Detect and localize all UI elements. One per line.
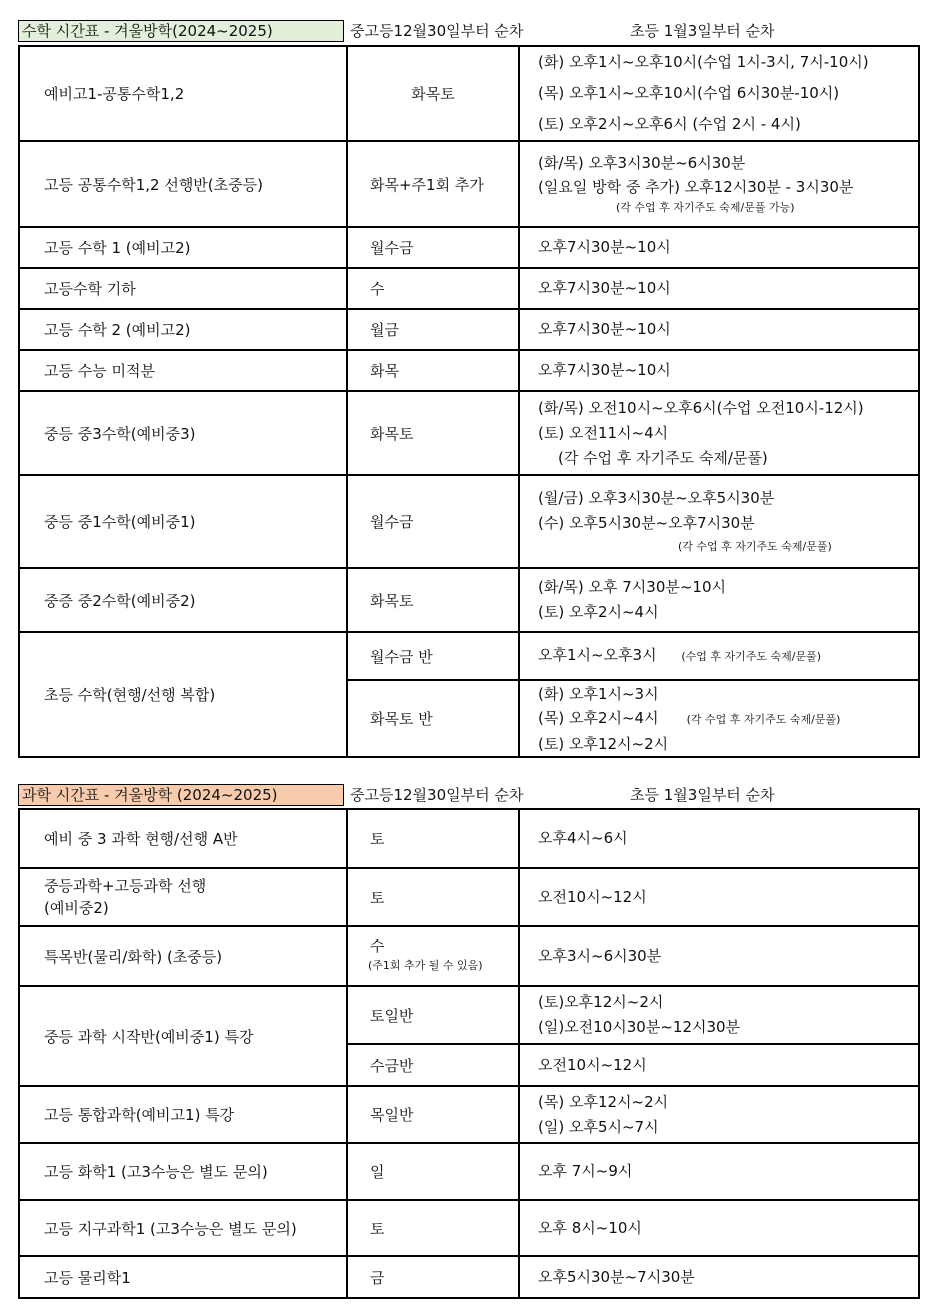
- class-name: 고등 수학 1 (예비고2): [19, 227, 347, 268]
- class-name: 고등 지구과학1 (고3수능은 별도 문의): [19, 1200, 347, 1256]
- class-days: 화목+주1회 추가: [347, 141, 519, 227]
- time-line: (일요일 방학 중 추가) 오후12시30분 - 3시30분: [538, 178, 854, 196]
- table-row: [19, 1200, 919, 1256]
- class-time: 오후4시~6시: [519, 809, 919, 868]
- class-days: 수금반: [347, 1044, 519, 1086]
- science-note-secondary: 중고등12월30일부터 순차: [350, 786, 524, 804]
- class-name: 중증 중2수학(예비중2): [19, 568, 347, 632]
- class-time: 오후7시30분~10시: [519, 227, 919, 268]
- class-time: 오후7시30분~10시: [519, 350, 919, 391]
- class-days-line: 수: [370, 937, 385, 955]
- class-time: [519, 391, 919, 475]
- class-name: 고등 수학 2 (예비고2): [19, 309, 347, 350]
- time-line: (화) 오후1시~3시: [538, 684, 659, 703]
- table-row: [19, 391, 919, 475]
- class-days: 월금: [347, 309, 519, 350]
- math-note-elementary: 초등 1월3일부터 순차: [630, 22, 775, 40]
- time-line: (토) 오전11시~4시: [538, 423, 669, 442]
- time-line: (목) 오후1시~오후10시(수업 6시30분-10시): [538, 84, 840, 102]
- class-days: 월수금 반: [347, 632, 519, 680]
- science-header: [18, 784, 918, 806]
- table-row: [19, 350, 919, 391]
- class-name-line: 중등과학+고등과학 선행: [44, 877, 207, 895]
- class-days: 화목토: [347, 46, 519, 141]
- class-name: 고등 수능 미적분: [19, 350, 347, 391]
- time-note: (각 수업 후 자기주도 숙제/문풀): [558, 448, 768, 467]
- table-row: [19, 1256, 919, 1298]
- table-row: [19, 986, 919, 1044]
- science-title: 과학 시간표 - 겨울방학 (2024~2025): [18, 784, 344, 806]
- table-row: [19, 309, 919, 350]
- table-row: [19, 568, 919, 632]
- time-note: (각 수업 후 자기주도 숙제/문풀 가능): [616, 201, 795, 214]
- class-time: [519, 1086, 919, 1143]
- class-days: 토: [347, 1200, 519, 1256]
- class-time: [519, 46, 919, 141]
- class-name: 고등 통합과학(예비고1) 특강: [19, 1086, 347, 1143]
- class-days: 화목토 반: [347, 680, 519, 757]
- class-name: 고등 물리학1: [19, 1256, 347, 1298]
- time-line: (월/금) 오후3시30분~오후5시30분: [538, 488, 775, 507]
- class-time: 오전10시~12시: [519, 868, 919, 926]
- class-days: 화목토: [347, 568, 519, 632]
- class-days: 월수금: [347, 475, 519, 568]
- time-note: (각 수업 후 자기주도 숙제/문풀): [686, 712, 841, 726]
- time-line: (화/목) 오전10시~오후6시(수업 오전10시-12시): [538, 398, 864, 417]
- class-name: [19, 868, 347, 926]
- class-time: [519, 568, 919, 632]
- time-line: (목) 오후12시~2시: [538, 1092, 669, 1111]
- time-line: (토)오후12시~2시: [538, 993, 664, 1011]
- table-row: [19, 475, 919, 568]
- class-days: 일: [347, 1143, 519, 1200]
- class-time: [519, 141, 919, 227]
- class-name: 중등 중1수학(예비중1): [19, 475, 347, 568]
- time-line: (일) 오후5시~7시: [538, 1117, 659, 1136]
- class-time: [519, 986, 919, 1044]
- time-line: (토) 오후12시~2시: [538, 734, 669, 753]
- class-name: 예비 중 3 과학 현행/선행 A반: [19, 809, 347, 868]
- class-time: 오후7시30분~10시: [519, 309, 919, 350]
- class-days: 수: [347, 268, 519, 309]
- table-row: [19, 141, 919, 227]
- math-header: [18, 20, 918, 42]
- time-line: (화/목) 오후3시30분~6시30분: [538, 154, 746, 172]
- time-note: (각 수업 후 자기주도 숙제/문풀): [678, 539, 832, 553]
- time-line: (일)오전10시30분~12시30분: [538, 1018, 741, 1036]
- class-time: [519, 475, 919, 568]
- table-row: [19, 632, 919, 680]
- class-time: 오후3시~6시30분: [519, 926, 919, 986]
- math-note-secondary: 중고등12월30일부터 순차: [350, 22, 524, 40]
- science-table: [18, 808, 920, 1299]
- class-name: 고등 화학1 (고3수능은 별도 문의): [19, 1143, 347, 1200]
- time-line: (화) 오후1시~오후10시(수업 1시-3시, 7시-10시): [538, 53, 869, 71]
- time-line-text: (목) 오후2시~4시: [538, 708, 659, 727]
- table-row: [19, 268, 919, 309]
- class-time: [519, 680, 919, 757]
- time-line: (수) 오후5시30분~오후7시30분: [538, 513, 755, 532]
- class-days: 토일반: [347, 986, 519, 1044]
- class-days: 화목: [347, 350, 519, 391]
- class-time: 오후 8시~10시: [519, 1200, 919, 1256]
- class-time: 오전10시~12시: [519, 1044, 919, 1086]
- time-note: (수업 후 자기주도 숙제/문풀): [681, 650, 822, 663]
- time-line: (토) 오후2시~오후6시 (수업 2시 - 4시): [538, 115, 801, 133]
- class-days: 토: [347, 809, 519, 868]
- class-name-line: (예비중2): [44, 899, 109, 917]
- class-days: 화목토: [347, 391, 519, 475]
- table-row: [19, 868, 919, 926]
- table-row: [19, 809, 919, 868]
- table-row: [19, 227, 919, 268]
- class-time: 오후 7시~9시: [519, 1143, 919, 1200]
- class-days: 목일반: [347, 1086, 519, 1143]
- class-name: 고등 공통수학1,2 선행반(초중등): [19, 141, 347, 227]
- math-table: [18, 45, 920, 758]
- class-days: 토: [347, 868, 519, 926]
- time-line: (화/목) 오후 7시30분~10시: [538, 578, 727, 596]
- table-row: [19, 1086, 919, 1143]
- class-name: 특목반(물리/화학) (초중등): [19, 926, 347, 986]
- class-days: 월수금: [347, 227, 519, 268]
- math-title: 수학 시간표 - 겨울방학(2024~2025): [18, 20, 344, 42]
- class-time: [519, 632, 919, 680]
- class-days: 금: [347, 1256, 519, 1298]
- table-row: [19, 926, 919, 986]
- class-time: 오후7시30분~10시: [519, 268, 919, 309]
- table-row: [19, 46, 919, 141]
- time-line: [538, 706, 918, 732]
- class-name: 예비고1-공통수학1,2: [19, 46, 347, 141]
- class-name: 고등수학 기하: [19, 268, 347, 309]
- science-note-elementary: 초등 1월3일부터 순차: [630, 786, 775, 804]
- class-name: 중등 중3수학(예비중3): [19, 391, 347, 475]
- class-days: [347, 926, 519, 986]
- class-name: 중등 과학 시작반(예비중1) 특강: [19, 986, 347, 1086]
- class-days-note: (주1회 추가 될 수 있음): [368, 959, 483, 972]
- time-line: 오후1시~오후3시: [538, 646, 657, 664]
- class-name: 초등 수학(현행/선행 복합): [19, 632, 347, 757]
- table-row: [19, 1143, 919, 1200]
- time-line: (토) 오후2시~4시: [538, 603, 659, 621]
- class-time: 오후5시30분~7시30분: [519, 1256, 919, 1298]
